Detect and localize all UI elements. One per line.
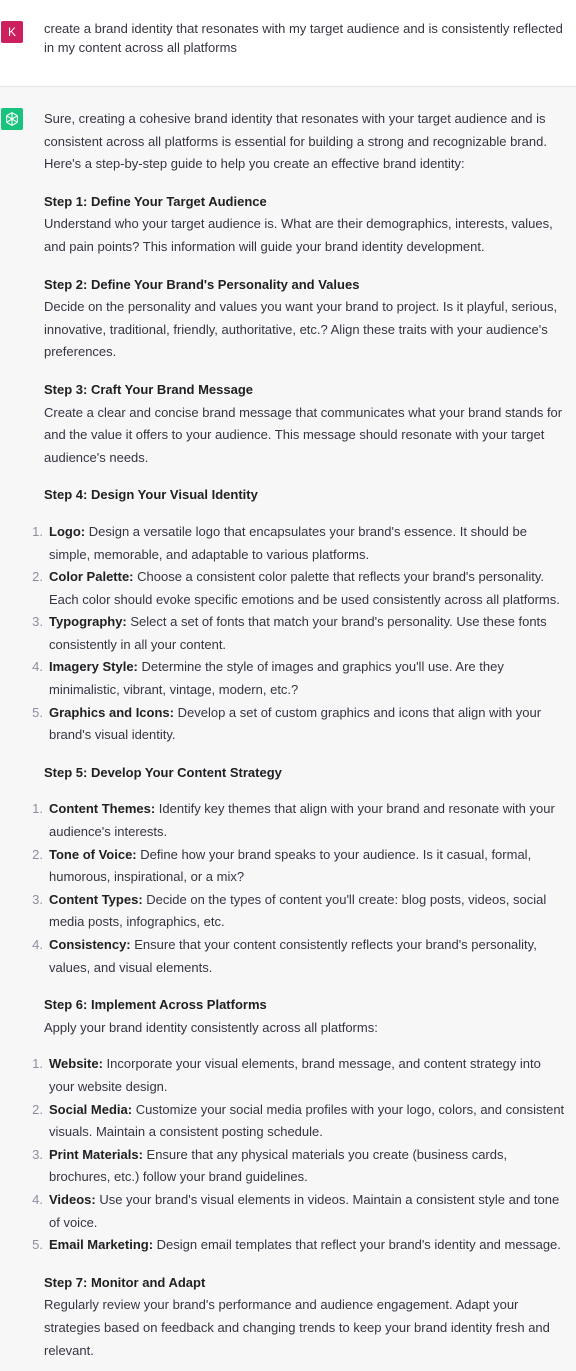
list-number: 2. [32, 846, 43, 862]
list-item-text: Design email templates that reflect your brand's identity and message. [153, 1237, 561, 1253]
assistant-message-row [0, 87, 576, 1371]
openai-logo-icon [1, 108, 23, 130]
user-message-text: create a brand identity that resonates with my target audience and is consistently reflected in my content across all platforms [44, 21, 563, 55]
list-item-text: Ensure that any physical materials you create (business cards, brochures, etc.) follow your brand guidelines. [49, 1146, 508, 1185]
numbered-list [32, 798, 568, 979]
list-item [32, 611, 568, 656]
list-item [32, 656, 568, 701]
list-item-term: Typography: [49, 614, 127, 630]
step-heading: Step 2: Define Your Brand's Personality and Values [44, 276, 360, 292]
list-item-term: Imagery Style: [49, 659, 138, 675]
step-section [44, 379, 568, 469]
step-body: Regularly review your brand's performance and audience engagement. Adapt your strategies based on feedback and changing trends to keep your brand identity fresh and relevant. [44, 1297, 550, 1358]
list-item-text: Define how your brand speaks to your audience. Is it casual, formal, humorous, inspirational, or a mix? [49, 846, 532, 885]
step-heading: Step 7: Monitor and Adapt [44, 1274, 206, 1290]
list-number: 1. [32, 523, 43, 539]
steps-list [32, 191, 568, 1362]
list-item [32, 1144, 568, 1189]
list-item-term: Content Types: [49, 891, 143, 907]
step-section [32, 762, 568, 979]
step-section [44, 191, 568, 259]
list-item-term: Social Media: [49, 1101, 133, 1117]
step-section [32, 484, 568, 747]
list-item-term: Consistency: [49, 937, 131, 952]
list-item [32, 934, 568, 979]
user-message-row [0, 0, 576, 87]
step-body: Decide on the personality and values you want your brand to project. Is it playful, serious, innovative, traditional, friendly, authoritative, etc.? Align these traits with your audience's preferences. [44, 299, 558, 360]
list-item-term: Videos: [49, 1191, 96, 1207]
numbered-list [32, 1053, 568, 1256]
list-item [32, 566, 568, 611]
list-item-term: Email Marketing: [49, 1237, 154, 1253]
list-item-text: Design a versatile logo that encapsulates your brand's essence. It should be simple, memorable, and adaptable to various platforms. [49, 523, 527, 562]
numbered-list [32, 521, 568, 747]
list-number: 3. [32, 891, 43, 907]
list-item [32, 1053, 568, 1098]
list-item [32, 1099, 568, 1144]
list-item-text: Use your brand's visual elements in videos. Maintain a consistent style and tone of voice. [49, 1191, 560, 1230]
step-heading: Step 1: Define Your Target Audience [44, 193, 267, 209]
list-item [32, 521, 568, 566]
list-item-term: Logo: [49, 523, 86, 539]
list-item [32, 889, 568, 934]
step-section [32, 994, 568, 1257]
list-item [32, 1189, 568, 1234]
step-heading: Step 5: Develop Your Content Strategy [44, 764, 282, 780]
list-item-text: Incorporate your visual elements, brand message, and content strategy into your website design. [49, 1056, 541, 1094]
list-number: 3. [32, 614, 43, 630]
list-item-term: Website: [49, 1056, 103, 1072]
list-number: 4. [32, 937, 43, 952]
step-heading: Step 6: Implement Across Platforms [44, 997, 267, 1013]
list-number: 4. [32, 659, 43, 675]
user-avatar: K [1, 21, 23, 43]
list-item-term: Print Materials: [49, 1146, 143, 1162]
list-number: 5. [32, 1237, 43, 1253]
list-number: 1. [32, 1056, 43, 1072]
list-item-text: Customize your social media profiles with your logo, colors, and consistent visuals. Maintain a consistent posting schedule. [49, 1101, 565, 1140]
list-item [32, 702, 568, 747]
list-number: 1. [32, 801, 43, 817]
list-item-text: Ensure that your content consistently reflects your brand's personality, values, and visual elements. [49, 937, 537, 975]
list-item [32, 798, 568, 843]
intro-paragraph: Sure, creating a cohesive brand identity that resonates with your target audience and is consistent across all platforms is essential for building a strong and recognizable brand. Here's a step-by-step guide to help you create an effective brand identity: [44, 111, 547, 172]
step-heading: Step 3: Craft Your Brand Message [44, 381, 254, 397]
list-number: 2. [32, 569, 43, 585]
list-item-text: Decide on the types of content you'll create: blog posts, videos, social media posts, infographics, etc. [49, 891, 547, 930]
list-item-term: Color Palette: [49, 569, 134, 585]
step-heading: Step 4: Design Your Visual Identity [44, 487, 258, 503]
list-item-text: Determine the style of images and graphics you'll use. Are they minimalistic, vibrant, vintage, modern, etc.? [49, 659, 504, 698]
assistant-message-content [32, 108, 568, 1371]
list-number: 4. [32, 1191, 43, 1207]
list-number: 3. [32, 1146, 43, 1162]
list-item-term: Content Themes: [49, 801, 156, 817]
list-item-text: Develop a set of custom graphics and icons that align with your brand's visual identity. [49, 704, 542, 743]
list-item-text: Select a set of fonts that match your brand's personality. Use these fonts consistently in all your content. [49, 614, 547, 652]
step-section [44, 1272, 568, 1362]
step-section [44, 274, 568, 364]
step-body: Understand who your target audience is. What are their demographics, interests, values, and pain points? This information will guide your brand identity development. [44, 216, 553, 254]
list-item [32, 1234, 568, 1257]
list-item-term: Tone of Voice: [49, 846, 137, 862]
list-item [32, 844, 568, 889]
list-item-term: Graphics and Icons: [49, 704, 174, 720]
list-item-text: Choose a consistent color palette that reflects your brand's personality. Each color should evoke specific emotions and be used consistently across all platforms. [49, 569, 560, 607]
step-body: Apply your brand identity consistently across all platforms: [44, 1019, 378, 1035]
list-item-text: Identify key themes that align with your brand and resonate with your audience's interests. [49, 801, 555, 840]
list-number: 5. [32, 704, 43, 720]
list-number: 2. [32, 1101, 43, 1117]
step-body: Create a clear and concise brand message that communicates what your brand stands for and the value it offers to your audience. This message should resonate with your target audience's needs. [44, 404, 563, 465]
